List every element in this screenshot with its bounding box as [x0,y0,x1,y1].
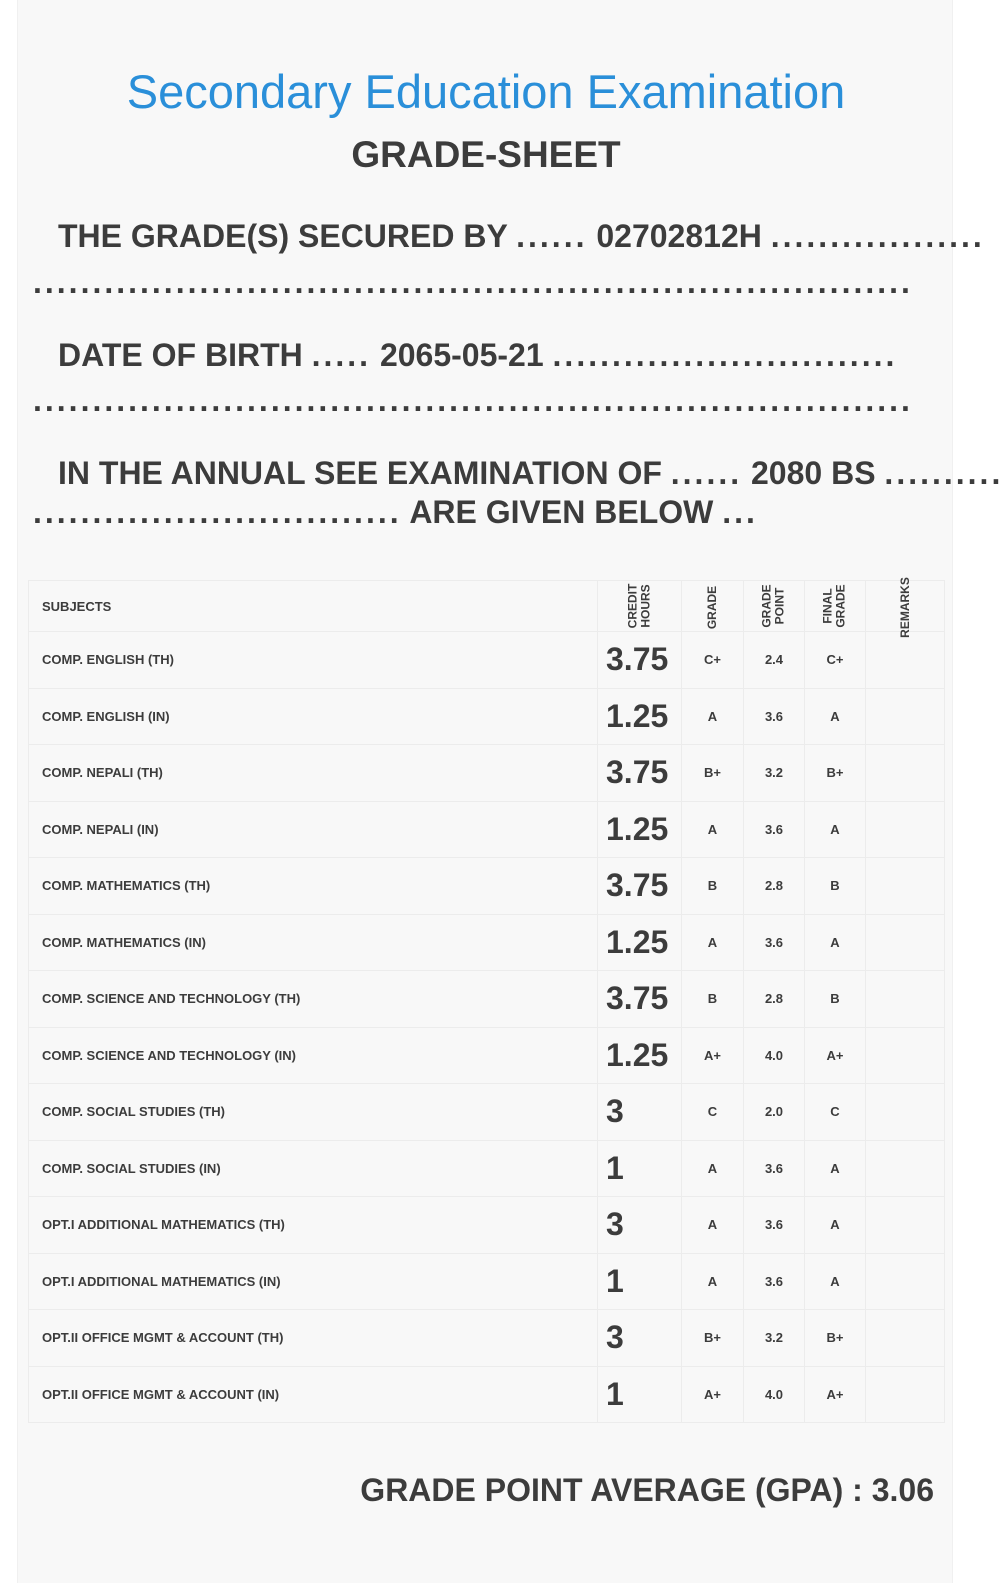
subject-cell: COMP. NEPALI (IN) [29,801,598,858]
credit-hours-cell: 3.75 [598,745,682,802]
credit-hours-cell: 3.75 [598,971,682,1028]
grade-cell: A [682,914,744,971]
grade-point-cell: 3.6 [744,1197,805,1254]
exam-line [58,453,1003,493]
sheet-subtitle: GRADE-SHEET [351,134,621,175]
credit-hours-cell: 1 [598,1253,682,1310]
dot-leader: ............................. [552,337,898,373]
final-grade-cell: B+ [805,745,866,802]
table-row [29,688,945,745]
grade-point-cell: 3.6 [744,1140,805,1197]
final-grade-cell: A+ [805,1366,866,1423]
grade-cell: A+ [682,1366,744,1423]
remarks-cell [866,1140,945,1197]
subject-cell: OPT.II OFFICE MGMT & ACCOUNT (TH) [29,1310,598,1367]
gpa-line [360,1470,934,1510]
dot-leader-line: .......................................................................... [33,264,913,300]
final-grade-cell: B+ [805,1310,866,1367]
grade-point-cell: 3.2 [744,1310,805,1367]
table-header-row [29,581,945,632]
grade-cell: B+ [682,745,744,802]
remarks-cell [866,971,945,1028]
remarks-cell [866,1197,945,1254]
subject-cell: OPT.I ADDITIONAL MATHEMATICS (IN) [29,1253,598,1310]
header-grade-point: GRADE POINT [744,581,805,632]
subject-cell: COMP. SCIENCE AND TECHNOLOGY (TH) [29,971,598,1028]
table-row [29,745,945,802]
dot-leader: ...... [516,218,588,254]
subject-cell: COMP. ENGLISH (IN) [29,688,598,745]
table-row [29,632,945,689]
grade-point-cell: 3.6 [744,688,805,745]
remarks-cell [866,1253,945,1310]
grade-cell: B+ [682,1310,744,1367]
gpa-label: GRADE POINT AVERAGE (GPA) : [360,1472,863,1508]
grade-sheet [17,0,1003,1583]
given-below-line [33,492,938,532]
grade-cell: C [682,1084,744,1141]
gpa-value: 3.06 [871,1472,934,1508]
remarks-cell [866,858,945,915]
exam-year: 2080 BS [751,455,876,491]
final-grade-cell: A [805,688,866,745]
subject-cell: COMP. SOCIAL STUDIES (TH) [29,1084,598,1141]
subject-cell: COMP. SCIENCE AND TECHNOLOGY (IN) [29,1027,598,1084]
table-row [29,1197,945,1254]
subject-cell: COMP. MATHEMATICS (IN) [29,914,598,971]
credit-hours-cell: 1.25 [598,688,682,745]
grade-point-cell: 2.0 [744,1084,805,1141]
table-row [29,1140,945,1197]
credit-hours-cell: 3 [598,1310,682,1367]
table-row [29,801,945,858]
table-row [29,1366,945,1423]
subject-cell: COMP. ENGLISH (TH) [29,632,598,689]
grade-cell: A [682,1140,744,1197]
remarks-cell [866,688,945,745]
grade-point-cell: 2.8 [744,858,805,915]
grade-cell: C+ [682,632,744,689]
grade-point-cell: 2.8 [744,971,805,1028]
credit-hours-cell: 3.75 [598,858,682,915]
grade-point-cell: 3.6 [744,801,805,858]
grades-table [28,576,945,1423]
header-credit-hours: CREDIT HOURS [598,581,682,632]
subject-cell: COMP. SOCIAL STUDIES (IN) [29,1140,598,1197]
table-row [29,858,945,915]
dot-leader: ... [722,494,758,530]
dob-line [58,335,938,375]
secured-by-line [58,216,985,256]
header-remarks: REMARKS [866,581,945,632]
grade-cell: A [682,801,744,858]
dot-leader: ...... [670,455,743,491]
final-grade-cell: B [805,971,866,1028]
remarks-cell [866,1084,945,1141]
grade-point-cell: 4.0 [744,1027,805,1084]
table-row [29,1027,945,1084]
dot-leader-line: .......................................................................... [33,382,913,418]
grade-point-cell: 3.2 [744,745,805,802]
credit-hours-cell: 3 [598,1084,682,1141]
table-row [29,1310,945,1367]
table-row [29,914,945,971]
dot-leader: .................. [770,218,985,254]
header-grade: GRADE [682,581,744,632]
grade-cell: A+ [682,1027,744,1084]
remarks-cell [866,632,945,689]
subject-cell: COMP. NEPALI (TH) [29,745,598,802]
grade-cell: A [682,1197,744,1254]
exam-title: Secondary Education Examination [126,65,846,118]
dob-label: DATE OF BIRTH [58,337,303,373]
subject-cell: OPT.II OFFICE MGMT & ACCOUNT (IN) [29,1366,598,1423]
remarks-cell [866,1027,945,1084]
dot-leader: .......... [884,455,1003,491]
secured-by-label: THE GRADE(S) SECURED BY [58,218,508,254]
header-final-grade: FINAL GRADE [805,581,866,632]
final-grade-cell: C [805,1084,866,1141]
grade-point-cell: 2.4 [744,632,805,689]
grade-point-cell: 4.0 [744,1366,805,1423]
final-grade-cell: A [805,914,866,971]
grade-cell: B [682,971,744,1028]
remarks-cell [866,801,945,858]
final-grade-cell: B [805,858,866,915]
grade-point-cell: 3.6 [744,914,805,971]
table-row [29,971,945,1028]
grade-cell: A [682,1253,744,1310]
exam-label: IN THE ANNUAL SEE EXAMINATION OF [58,455,662,491]
header-subjects: SUBJECTS [29,581,598,632]
credit-hours-cell: 1.25 [598,1027,682,1084]
grade-cell: B [682,858,744,915]
symbol-number: 02702812H [596,218,762,254]
remarks-cell [866,1310,945,1367]
remarks-cell [866,914,945,971]
dot-leader: ............................... [33,494,402,530]
final-grade-cell: C+ [805,632,866,689]
given-below-label: ARE GIVEN BELOW [409,494,714,530]
subject-cell: OPT.I ADDITIONAL MATHEMATICS (TH) [29,1197,598,1254]
credit-hours-cell: 1.25 [598,914,682,971]
credit-hours-cell: 1 [598,1366,682,1423]
final-grade-cell: A+ [805,1027,866,1084]
subject-cell: COMP. MATHEMATICS (TH) [29,858,598,915]
remarks-cell [866,745,945,802]
dot-leader: ..... [311,337,372,373]
credit-hours-cell: 1.25 [598,801,682,858]
credit-hours-cell: 1 [598,1140,682,1197]
final-grade-cell: A [805,801,866,858]
table-row [29,1084,945,1141]
final-grade-cell: A [805,1140,866,1197]
credit-hours-cell: 3.75 [598,632,682,689]
credit-hours-cell: 3 [598,1197,682,1254]
final-grade-cell: A [805,1197,866,1254]
date-of-birth: 2065-05-21 [379,337,544,373]
grade-cell: A [682,688,744,745]
remarks-cell [866,1366,945,1423]
grade-point-cell: 3.6 [744,1253,805,1310]
final-grade-cell: A [805,1253,866,1310]
table-row [29,1253,945,1310]
grades-table-body [29,632,945,1423]
